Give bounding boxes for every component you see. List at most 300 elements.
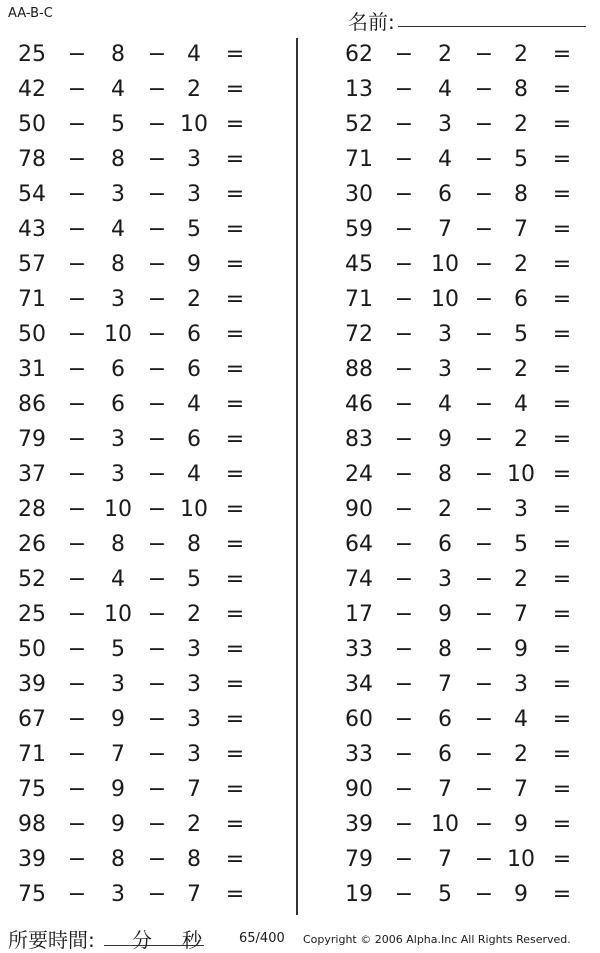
equals-sign: = — [552, 777, 572, 802]
subtrahend-2: 6 — [514, 287, 528, 312]
problem-row — [0, 843, 260, 878]
equals-sign: = — [225, 777, 245, 802]
equals-sign: = — [552, 182, 572, 207]
problem-row — [327, 563, 587, 598]
minus-sign: − — [394, 847, 414, 872]
minus-sign: − — [394, 462, 414, 487]
equals-sign: = — [225, 112, 245, 137]
minus-sign: − — [147, 462, 167, 487]
subtrahend-1: 6 — [111, 357, 125, 382]
minus-sign: − — [147, 42, 167, 67]
equals-sign: = — [552, 217, 572, 242]
subtrahend-1: 6 — [438, 532, 452, 557]
subtrahend-2: 9 — [187, 252, 201, 277]
minuend: 13 — [345, 77, 373, 102]
subtrahend-1: 5 — [111, 112, 125, 137]
minus-sign: − — [67, 112, 87, 137]
minuend: 60 — [345, 707, 373, 732]
minuend: 90 — [345, 497, 373, 522]
minus-sign: − — [394, 567, 414, 592]
subtrahend-2: 3 — [187, 637, 201, 662]
minus-sign: − — [474, 112, 494, 137]
equals-sign: = — [552, 427, 572, 452]
subtrahend-2: 7 — [514, 217, 528, 242]
problem-row — [0, 458, 260, 493]
subtrahend-1: 4 — [111, 567, 125, 592]
minus-sign: − — [474, 567, 494, 592]
equals-sign: = — [552, 77, 572, 102]
minuend: 62 — [345, 42, 373, 67]
subtrahend-2: 3 — [187, 742, 201, 767]
equals-sign: = — [552, 42, 572, 67]
equals-sign: = — [552, 637, 572, 662]
subtrahend-2: 5 — [514, 147, 528, 172]
subtrahend-2: 2 — [187, 77, 201, 102]
minus-sign: − — [67, 497, 87, 522]
minus-sign: − — [394, 532, 414, 557]
subtrahend-1: 3 — [111, 287, 125, 312]
minus-sign: − — [394, 182, 414, 207]
problem-row — [0, 108, 260, 143]
minus-sign: − — [147, 392, 167, 417]
minus-sign: − — [147, 287, 167, 312]
minuend: 34 — [345, 672, 373, 697]
subtrahend-1: 8 — [111, 252, 125, 277]
minus-sign: − — [67, 252, 87, 277]
equals-sign: = — [552, 287, 572, 312]
minuend: 33 — [345, 637, 373, 662]
subtrahend-2: 5 — [187, 567, 201, 592]
minus-sign: − — [474, 742, 494, 767]
problem-row — [0, 808, 260, 843]
minus-sign: − — [394, 42, 414, 67]
minuend: 25 — [18, 42, 46, 67]
equals-sign: = — [552, 812, 572, 837]
minus-sign: − — [394, 287, 414, 312]
minus-sign: − — [147, 217, 167, 242]
problem-row — [327, 178, 587, 213]
subtrahend-2: 4 — [187, 42, 201, 67]
minus-sign: − — [474, 637, 494, 662]
subtrahend-1: 7 — [111, 742, 125, 767]
subtrahend-2: 2 — [187, 602, 201, 627]
equals-sign: = — [225, 322, 245, 347]
problem-row — [327, 318, 587, 353]
minus-sign: − — [67, 672, 87, 697]
subtrahend-1: 9 — [438, 602, 452, 627]
subtrahend-2: 5 — [187, 217, 201, 242]
equals-sign: = — [225, 357, 245, 382]
minus-sign: − — [394, 882, 414, 907]
equals-sign: = — [225, 427, 245, 452]
subtrahend-1: 10 — [104, 497, 132, 522]
subtrahend-2: 3 — [514, 497, 528, 522]
minus-sign: − — [394, 147, 414, 172]
subtrahend-2: 3 — [187, 672, 201, 697]
minus-sign: − — [67, 567, 87, 592]
subtrahend-2: 2 — [514, 252, 528, 277]
minus-sign: − — [394, 427, 414, 452]
minus-sign: − — [67, 777, 87, 802]
equals-sign: = — [552, 847, 572, 872]
problem-row — [327, 143, 587, 178]
minus-sign: − — [394, 602, 414, 627]
problem-row — [0, 318, 260, 353]
subtrahend-2: 2 — [514, 427, 528, 452]
subtrahend-1: 7 — [438, 847, 452, 872]
minuend: 50 — [18, 112, 46, 137]
problem-row — [327, 388, 587, 423]
minus-sign: − — [67, 812, 87, 837]
problem-row — [327, 738, 587, 773]
minuend: 98 — [18, 812, 46, 837]
subtrahend-2: 8 — [514, 182, 528, 207]
minus-sign: − — [147, 77, 167, 102]
minuend: 86 — [18, 392, 46, 417]
minuend: 59 — [345, 217, 373, 242]
subtrahend-1: 3 — [438, 567, 452, 592]
subtrahend-1: 3 — [111, 182, 125, 207]
problem-row — [0, 213, 260, 248]
subtrahend-1: 2 — [438, 42, 452, 67]
name-underline — [398, 26, 586, 27]
minus-sign: − — [147, 322, 167, 347]
subtrahend-1: 10 — [104, 602, 132, 627]
subtrahend-1: 8 — [111, 532, 125, 557]
minuend: 52 — [345, 112, 373, 137]
minus-sign: − — [147, 252, 167, 277]
subtrahend-1: 2 — [438, 497, 452, 522]
subtrahend-1: 10 — [104, 322, 132, 347]
equals-sign: = — [225, 602, 245, 627]
problem-row — [327, 353, 587, 388]
problem-column-right — [327, 38, 587, 913]
minuend: 75 — [18, 882, 46, 907]
minus-sign: − — [474, 357, 494, 382]
minus-sign: − — [147, 532, 167, 557]
problem-row — [0, 528, 260, 563]
minus-sign: − — [474, 672, 494, 697]
minus-sign: − — [474, 77, 494, 102]
minus-sign: − — [394, 217, 414, 242]
problem-row — [0, 633, 260, 668]
worksheet-code: AA-B-C — [8, 6, 53, 21]
equals-sign: = — [552, 392, 572, 417]
subtrahend-1: 8 — [438, 462, 452, 487]
minus-sign: − — [67, 882, 87, 907]
minus-sign: − — [474, 882, 494, 907]
minus-sign: − — [474, 42, 494, 67]
problem-row — [0, 878, 260, 913]
problem-row — [0, 388, 260, 423]
minuend: 79 — [18, 427, 46, 452]
subtrahend-1: 4 — [111, 77, 125, 102]
problem-row — [327, 108, 587, 143]
subtrahend-1: 9 — [111, 777, 125, 802]
minus-sign: − — [474, 777, 494, 802]
minus-sign: − — [474, 462, 494, 487]
equals-sign: = — [552, 497, 572, 522]
equals-sign: = — [225, 77, 245, 102]
subtrahend-2: 7 — [514, 602, 528, 627]
problem-row — [327, 843, 587, 878]
minus-sign: − — [474, 847, 494, 872]
minuend: 52 — [18, 567, 46, 592]
minus-sign: − — [394, 322, 414, 347]
minus-sign: − — [67, 847, 87, 872]
minus-sign: − — [147, 847, 167, 872]
minus-sign: − — [67, 77, 87, 102]
minuend: 71 — [345, 287, 373, 312]
minus-sign: − — [147, 602, 167, 627]
minuend: 71 — [18, 287, 46, 312]
minuend: 19 — [345, 882, 373, 907]
subtrahend-2: 9 — [514, 637, 528, 662]
minus-sign: − — [67, 42, 87, 67]
equals-sign: = — [225, 532, 245, 557]
minus-sign: − — [147, 707, 167, 732]
minuend: 74 — [345, 567, 373, 592]
subtrahend-1: 4 — [111, 217, 125, 242]
subtrahend-1: 3 — [438, 322, 452, 347]
problem-row — [327, 773, 587, 808]
seconds-label: 秒 — [182, 928, 202, 952]
subtrahend-2: 2 — [514, 567, 528, 592]
problem-row — [0, 178, 260, 213]
minus-sign: − — [474, 707, 494, 732]
subtrahend-1: 9 — [438, 427, 452, 452]
problem-row — [0, 773, 260, 808]
subtrahend-1: 3 — [111, 462, 125, 487]
subtrahend-2: 4 — [514, 707, 528, 732]
problem-row — [0, 248, 260, 283]
minus-sign: − — [394, 777, 414, 802]
subtrahend-2: 3 — [514, 672, 528, 697]
subtrahend-1: 6 — [438, 182, 452, 207]
minutes-label: 分 — [132, 928, 152, 952]
minus-sign: − — [394, 357, 414, 382]
subtrahend-2: 10 — [180, 112, 208, 137]
subtrahend-1: 7 — [438, 217, 452, 242]
minuend: 28 — [18, 497, 46, 522]
minus-sign: − — [147, 742, 167, 767]
minus-sign: − — [147, 147, 167, 172]
subtrahend-2: 9 — [514, 812, 528, 837]
problem-row — [327, 73, 587, 108]
subtrahend-2: 10 — [507, 847, 535, 872]
subtrahend-1: 6 — [111, 392, 125, 417]
equals-sign: = — [225, 182, 245, 207]
equals-sign: = — [552, 322, 572, 347]
minuend: 79 — [345, 847, 373, 872]
subtrahend-1: 5 — [438, 882, 452, 907]
problem-row — [327, 703, 587, 738]
minus-sign: − — [474, 392, 494, 417]
equals-sign: = — [552, 147, 572, 172]
subtrahend-2: 7 — [187, 882, 201, 907]
equals-sign: = — [225, 707, 245, 732]
problem-row — [327, 423, 587, 458]
equals-sign: = — [552, 882, 572, 907]
problem-row — [327, 528, 587, 563]
subtrahend-2: 2 — [514, 112, 528, 137]
equals-sign: = — [552, 462, 572, 487]
minus-sign: − — [474, 182, 494, 207]
subtrahend-2: 3 — [187, 707, 201, 732]
subtrahend-2: 2 — [187, 812, 201, 837]
subtrahend-1: 8 — [111, 42, 125, 67]
equals-sign: = — [225, 637, 245, 662]
subtrahend-2: 2 — [514, 42, 528, 67]
subtrahend-2: 5 — [514, 322, 528, 347]
subtrahend-1: 4 — [438, 392, 452, 417]
copyright-text: Copyright © 2006 Alpha.Inc All Rights Reserved. — [303, 933, 571, 946]
minus-sign: − — [394, 707, 414, 732]
problem-row — [327, 598, 587, 633]
minus-sign: − — [394, 497, 414, 522]
subtrahend-2: 2 — [514, 742, 528, 767]
equals-sign: = — [552, 532, 572, 557]
problem-row — [327, 38, 587, 73]
equals-sign: = — [225, 567, 245, 592]
subtrahend-2: 4 — [514, 392, 528, 417]
subtrahend-2: 4 — [187, 392, 201, 417]
subtrahend-2: 6 — [187, 427, 201, 452]
minuend: 54 — [18, 182, 46, 207]
subtrahend-2: 5 — [514, 532, 528, 557]
subtrahend-1: 10 — [431, 812, 459, 837]
minuend: 46 — [345, 392, 373, 417]
problem-row — [327, 248, 587, 283]
subtrahend-1: 8 — [111, 847, 125, 872]
minus-sign: − — [394, 812, 414, 837]
minuend: 26 — [18, 532, 46, 557]
equals-sign: = — [552, 357, 572, 382]
minus-sign: − — [147, 637, 167, 662]
subtrahend-1: 3 — [111, 672, 125, 697]
minus-sign: − — [67, 532, 87, 557]
equals-sign: = — [225, 882, 245, 907]
minus-sign: − — [474, 217, 494, 242]
subtrahend-2: 4 — [187, 462, 201, 487]
minus-sign: − — [474, 287, 494, 312]
equals-sign: = — [225, 392, 245, 417]
subtrahend-1: 7 — [438, 777, 452, 802]
subtrahend-1: 8 — [438, 637, 452, 662]
minus-sign: − — [474, 252, 494, 277]
problem-row — [327, 633, 587, 668]
problem-row — [0, 563, 260, 598]
subtrahend-1: 3 — [111, 427, 125, 452]
subtrahend-1: 6 — [438, 707, 452, 732]
minus-sign: − — [67, 147, 87, 172]
subtrahend-2: 6 — [187, 357, 201, 382]
subtrahend-1: 3 — [438, 357, 452, 382]
minuend: 67 — [18, 707, 46, 732]
equals-sign: = — [552, 602, 572, 627]
minus-sign: − — [67, 427, 87, 452]
minuend: 64 — [345, 532, 373, 557]
problem-row — [0, 703, 260, 738]
minuend: 75 — [18, 777, 46, 802]
minus-sign: − — [67, 357, 87, 382]
minuend: 25 — [18, 602, 46, 627]
minuend: 50 — [18, 637, 46, 662]
minus-sign: − — [67, 637, 87, 662]
problem-row — [0, 143, 260, 178]
subtrahend-1: 5 — [111, 637, 125, 662]
equals-sign: = — [225, 42, 245, 67]
problem-row — [327, 493, 587, 528]
minus-sign: − — [394, 252, 414, 277]
minus-sign: − — [67, 707, 87, 732]
subtrahend-1: 7 — [438, 672, 452, 697]
minus-sign: − — [394, 637, 414, 662]
minuend: 39 — [18, 847, 46, 872]
equals-sign: = — [225, 252, 245, 277]
minus-sign: − — [147, 672, 167, 697]
minus-sign: − — [147, 882, 167, 907]
minuend: 50 — [18, 322, 46, 347]
subtrahend-2: 10 — [180, 497, 208, 522]
minus-sign: − — [147, 112, 167, 137]
equals-sign: = — [225, 497, 245, 522]
problem-row — [327, 878, 587, 913]
subtrahend-1: 3 — [438, 112, 452, 137]
minuend: 88 — [345, 357, 373, 382]
equals-sign: = — [225, 287, 245, 312]
problem-row — [327, 283, 587, 318]
equals-sign: = — [225, 742, 245, 767]
problem-row — [327, 458, 587, 493]
problem-row — [0, 38, 260, 73]
minuend: 17 — [345, 602, 373, 627]
minus-sign: − — [147, 567, 167, 592]
minus-sign: − — [67, 742, 87, 767]
minus-sign: − — [474, 497, 494, 522]
subtrahend-2: 10 — [507, 462, 535, 487]
minuend: 71 — [18, 742, 46, 767]
subtrahend-2: 8 — [187, 532, 201, 557]
subtrahend-1: 10 — [431, 252, 459, 277]
minuend: 43 — [18, 217, 46, 242]
subtrahend-2: 3 — [187, 147, 201, 172]
minuend: 83 — [345, 427, 373, 452]
problem-row — [0, 423, 260, 458]
subtrahend-1: 9 — [111, 707, 125, 732]
minus-sign: − — [67, 287, 87, 312]
name-label: 名前: — [348, 10, 395, 34]
minus-sign: − — [147, 427, 167, 452]
subtrahend-1: 10 — [431, 287, 459, 312]
minus-sign: − — [394, 392, 414, 417]
minuend: 57 — [18, 252, 46, 277]
minuend: 31 — [18, 357, 46, 382]
problem-row — [0, 738, 260, 773]
minus-sign: − — [474, 602, 494, 627]
subtrahend-1: 6 — [438, 742, 452, 767]
equals-sign: = — [225, 217, 245, 242]
problem-row — [327, 668, 587, 703]
equals-sign: = — [225, 812, 245, 837]
page-number: 65/400 — [239, 931, 285, 946]
minus-sign: − — [147, 812, 167, 837]
minus-sign: − — [474, 147, 494, 172]
problem-row — [327, 808, 587, 843]
equals-sign: = — [552, 707, 572, 732]
minus-sign: − — [67, 392, 87, 417]
equals-sign: = — [552, 567, 572, 592]
